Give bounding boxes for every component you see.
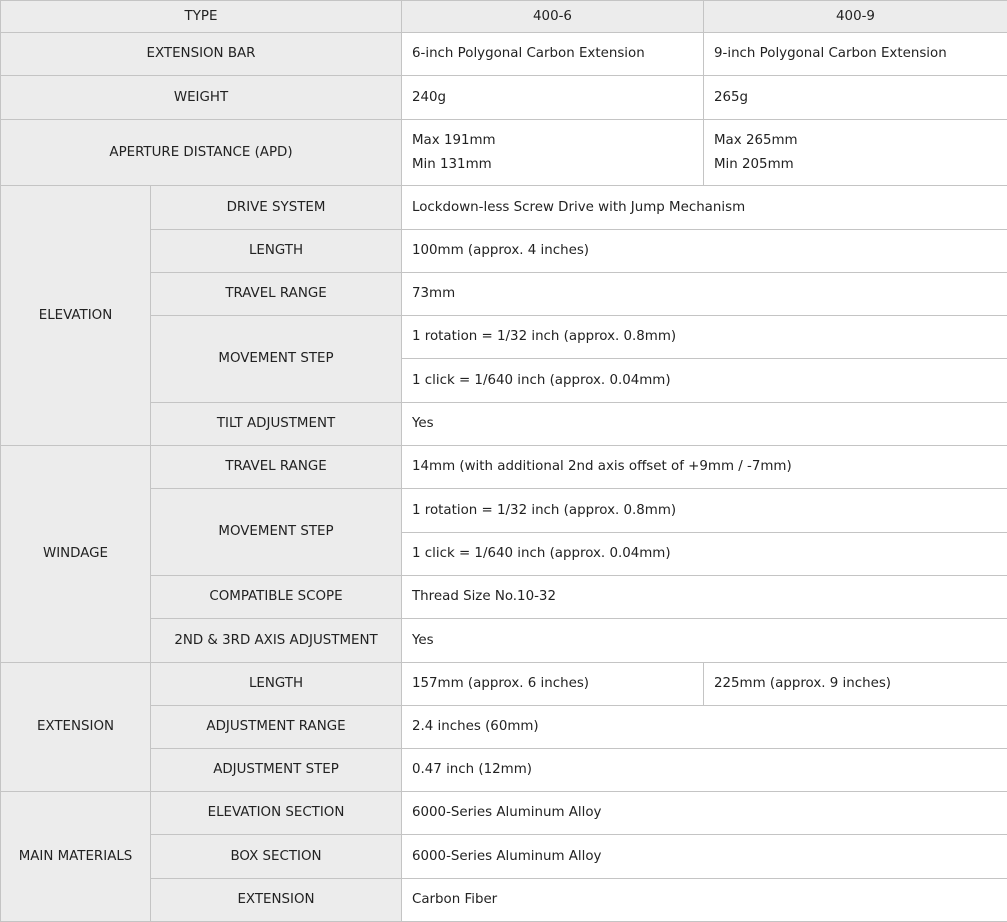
elevation-travel-range-label: TRAVEL RANGE	[151, 273, 402, 316]
row-materials-elevation-section	[1, 792, 1007, 835]
row-extension-length	[1, 663, 1007, 706]
row-elevation-length	[1, 230, 1007, 273]
elevation-tilt-value: Yes	[402, 403, 1007, 446]
row-windage-travel-range	[1, 446, 1007, 489]
materials-box-section-value: 6000-Series Aluminum Alloy	[402, 835, 1007, 879]
model-400-9-header: 400-9	[704, 1, 1007, 33]
extension-group-label: EXTENSION	[1, 663, 151, 792]
weight-value-b: 265g	[704, 76, 1007, 120]
row-windage-axis-adjustment	[1, 619, 1007, 663]
extension-adjustment-step-value: 0.47 inch (12mm)	[402, 749, 1007, 792]
elevation-drive-system-label: DRIVE SYSTEM	[151, 186, 402, 230]
row-extension-adjustment-range	[1, 706, 1007, 749]
windage-travel-range-label: TRAVEL RANGE	[151, 446, 402, 489]
windage-compatible-scope-value: Thread Size No.10-32	[402, 576, 1007, 619]
windage-axis-adjustment-label: 2ND & 3RD AXIS ADJUSTMENT	[151, 619, 402, 663]
extension-length-label: LENGTH	[151, 663, 402, 706]
weight-value-a: 240g	[402, 76, 704, 120]
apd-label: APERTURE DISTANCE (APD)	[1, 120, 402, 186]
row-elevation-tilt	[1, 403, 1007, 446]
row-windage-movement-step	[1, 489, 1007, 533]
windage-group-label: WINDAGE	[1, 446, 151, 663]
row-elevation-travel-range	[1, 273, 1007, 316]
row-apd	[1, 120, 1007, 186]
windage-movement-step-label: MOVEMENT STEP	[151, 489, 402, 576]
row-materials-extension	[1, 879, 1007, 922]
elevation-group-label: ELEVATION	[1, 186, 151, 446]
elevation-travel-range-value: 73mm	[402, 273, 1007, 316]
row-elevation-movement-step	[1, 316, 1007, 359]
materials-extension-value: Carbon Fiber	[402, 879, 1007, 922]
extension-adjustment-step-label: ADJUSTMENT STEP	[151, 749, 402, 792]
materials-box-section-label: BOX SECTION	[151, 835, 402, 879]
apd-a-max: Max 191mm	[412, 129, 693, 153]
weight-label: WEIGHT	[1, 76, 402, 120]
extension-length-value-a: 157mm (approx. 6 inches)	[402, 663, 704, 706]
row-materials-box-section	[1, 835, 1007, 879]
elevation-movement-step-label: MOVEMENT STEP	[151, 316, 402, 403]
materials-elevation-section-value: 6000-Series Aluminum Alloy	[402, 792, 1007, 835]
elevation-tilt-label: TILT ADJUSTMENT	[151, 403, 402, 446]
row-weight	[1, 76, 1007, 120]
elevation-drive-system-value: Lockdown-less Screw Drive with Jump Mechanism	[402, 186, 1007, 230]
extension-length-value-b: 225mm (approx. 9 inches)	[704, 663, 1007, 706]
materials-elevation-section-label: ELEVATION SECTION	[151, 792, 402, 835]
apd-b-max: Max 265mm	[714, 129, 997, 153]
row-windage-compatible-scope	[1, 576, 1007, 619]
elevation-length-value: 100mm (approx. 4 inches)	[402, 230, 1007, 273]
apd-value-a	[402, 120, 704, 186]
extension-adjustment-range-value: 2.4 inches (60mm)	[402, 706, 1007, 749]
extension-bar-label: EXTENSION BAR	[1, 33, 402, 76]
windage-movement-step-click: 1 click = 1/640 inch (approx. 0.04mm)	[402, 533, 1007, 576]
elevation-movement-step-rotation: 1 rotation = 1/32 inch (approx. 0.8mm)	[402, 316, 1007, 359]
apd-a-min: Min 131mm	[412, 153, 693, 177]
windage-axis-adjustment-value: Yes	[402, 619, 1007, 663]
materials-extension-label: EXTENSION	[151, 879, 402, 922]
row-type	[1, 1, 1007, 33]
extension-bar-value-b: 9-inch Polygonal Carbon Extension	[704, 33, 1007, 76]
apd-b-min: Min 205mm	[714, 153, 997, 177]
type-label: TYPE	[1, 1, 402, 33]
row-extension-bar	[1, 33, 1007, 76]
windage-movement-step-rotation: 1 rotation = 1/32 inch (approx. 0.8mm)	[402, 489, 1007, 533]
windage-compatible-scope-label: COMPATIBLE SCOPE	[151, 576, 402, 619]
model-400-6-header: 400-6	[402, 1, 704, 33]
elevation-movement-step-click: 1 click = 1/640 inch (approx. 0.04mm)	[402, 359, 1007, 403]
row-extension-adjustment-step	[1, 749, 1007, 792]
elevation-length-label: LENGTH	[151, 230, 402, 273]
windage-travel-range-value: 14mm (with additional 2nd axis offset of +9mm / -7mm)	[402, 446, 1007, 489]
row-elevation-drive-system	[1, 186, 1007, 230]
apd-value-b	[704, 120, 1007, 186]
extension-bar-value-a: 6-inch Polygonal Carbon Extension	[402, 33, 704, 76]
extension-adjustment-range-label: ADJUSTMENT RANGE	[151, 706, 402, 749]
materials-group-label: MAIN MATERIALS	[1, 792, 151, 922]
